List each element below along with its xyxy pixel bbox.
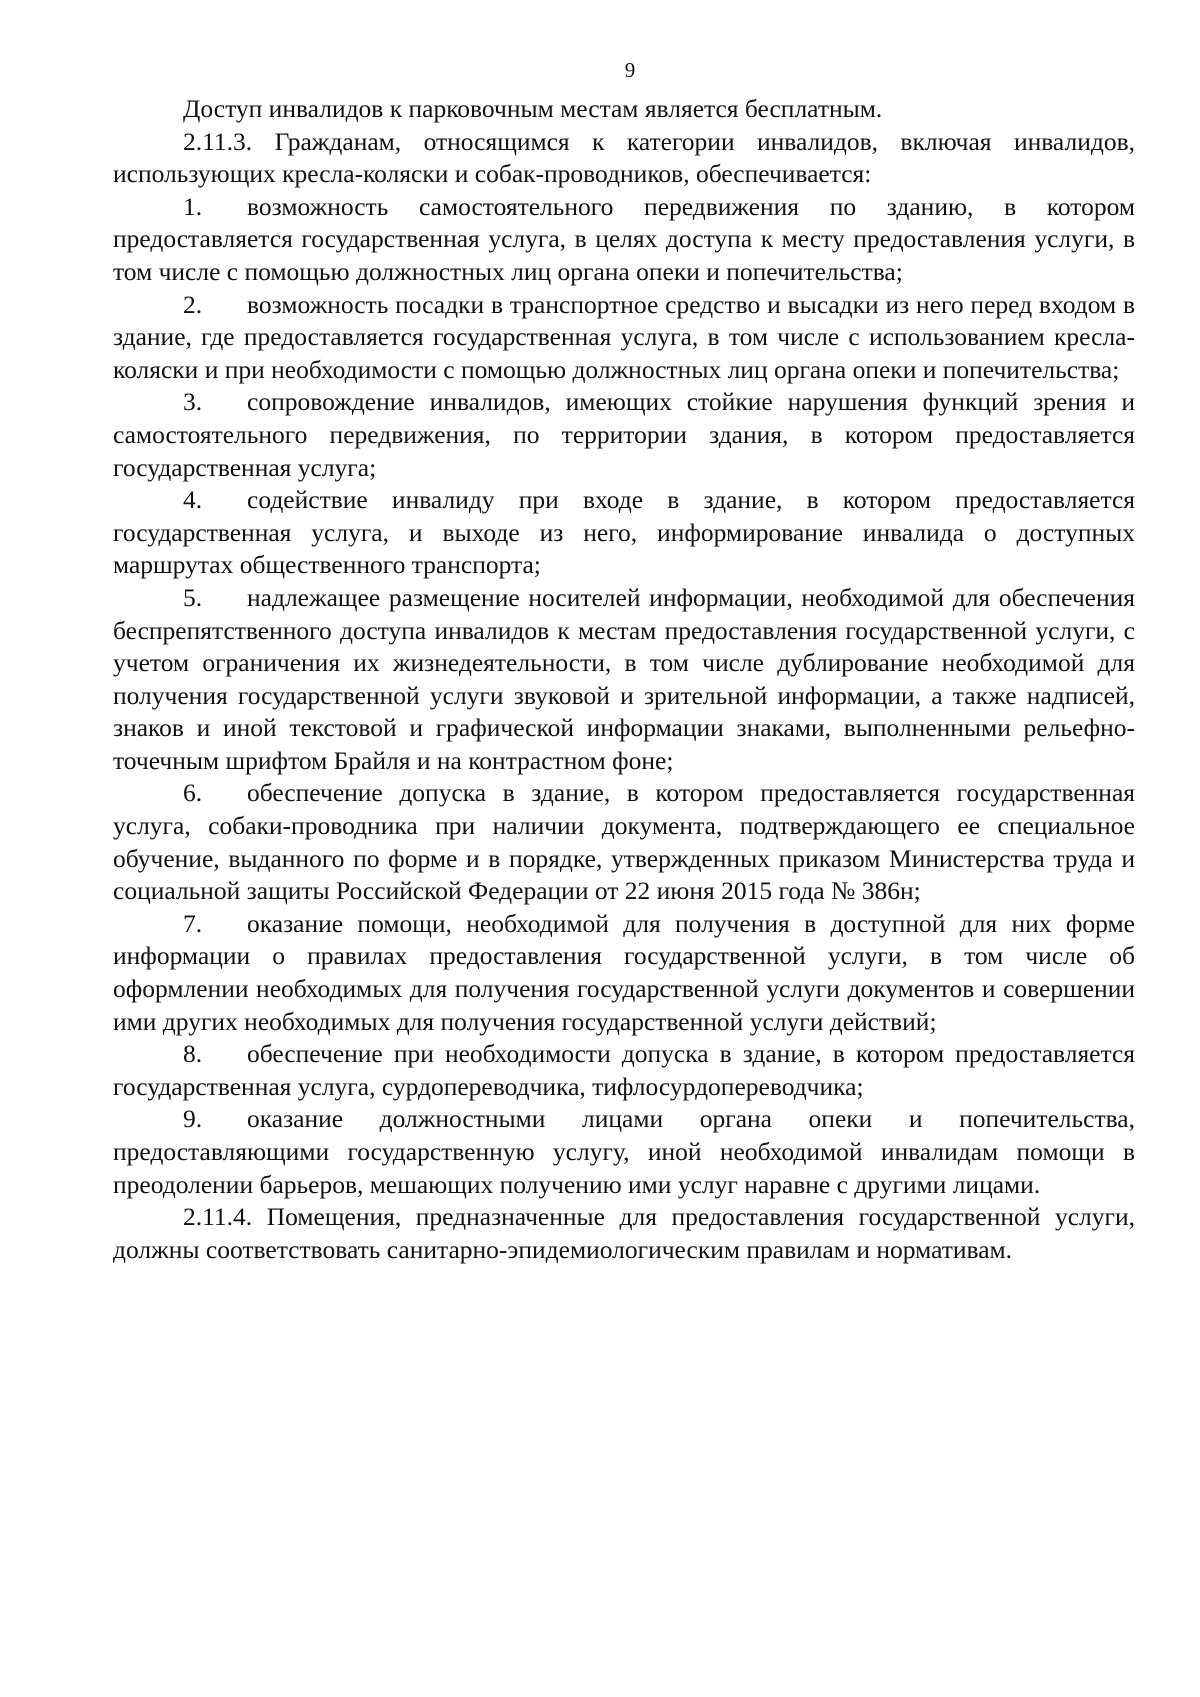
paragraph-parking-access: Доступ инвалидов к парковочным местам является бесплатным.: [183, 94, 883, 123]
list-item-number: 5.: [183, 582, 203, 612]
list-item: [113, 908, 1135, 1038]
list-item: [113, 1038, 1135, 1103]
list-item-text: возможность самостоятельного передвижения по зданию, в котором предоставляется государственная услуга, в целях доступа к месту предоставления услуги, в том числе с помощью должностных лиц органа опеки и попечительства;: [113, 191, 1135, 286]
list-item-text: обеспечение при необходимости допуска в здание, в котором предоставляется государственная услуга, сурдопереводчика, тифлосурдопереводчика;: [113, 1039, 1135, 1101]
list-item: [113, 484, 1135, 582]
list-item-text: возможность посадки в транспортное средство и высадки из него перед входом в здание, где предоставляется государственная услуга, в том числе с использованием кресла-коляски и при необходимости с помощью должностных лиц органа опеки и попечительства;: [113, 289, 1135, 384]
list-item-text: надлежащее размещение носителей информации, необходимой для обеспечения беспрепятственного доступа инвалидов к местам предоставления государственной услуги, с учетом ограничения их жизнедеятельности, в том числе дублирование необходимой для получения государственной услуги звуковой и зрительной информации, а также надписей, знаков и иной текстовой и графической информации знаками, выполненными рельефно-точечным шрифтом Брайля и на контрастном фоне;: [113, 582, 1135, 775]
list-item-number: 7.: [183, 908, 203, 938]
page-number: 9: [624, 58, 636, 82]
list-item-number: 9.: [183, 1104, 203, 1134]
list-item: [113, 289, 1135, 387]
list-item: [113, 582, 1135, 778]
list-item: [113, 386, 1135, 484]
list-item-number: 2.: [183, 289, 203, 319]
list-item-number: 1.: [183, 191, 203, 221]
list-item-text: оказание помощи, необходимой для получения в доступной для них форме информации о правилах предоставления государственной услуги, в том числе об оформлении необходимых для получения государственной услуги документов и совершении ими других необходимых для получения государственной услуги действий;: [113, 908, 1135, 1036]
list-item-text: сопровождение инвалидов, имеющих стойкие нарушения функций зрения и самостоятельного передвижения, по территории здания, в котором предоставляется государственная услуга;: [113, 387, 1135, 482]
list-item-text: обеспечение допуска в здание, в котором предоставляется государственная услуга, собаки-проводника при наличии документа, подтверждающего ее специальное обучение, выданного по форме и в порядке, утвержденных приказом Министерства труда и социальной защиты Российской Федерации от 22 июня 2015 года № 386н;: [113, 778, 1135, 906]
paragraph-section-2-11-3: 2.11.3. Гражданам, относящимся к категории инвалидов, включая инвалидов, использующих кресла-коляски и собак-проводников, обеспечивается:: [113, 126, 1135, 189]
list-item-text: содействие инвалиду при входе в здание, в котором предоставляется государственная услуга, и выходе из него, информирование инвалида о доступных маршрутах общественного транспорта;: [113, 485, 1135, 580]
list-item-number: 4.: [183, 485, 203, 515]
list-item-text: оказание должностными лицами органа опеки и попечительства, предоставляющими государственную услугу, иной необходимой инвалидам помощи в преодолении барьеров, мешающих получению ими услуг наравне с другими лицами.: [113, 1104, 1135, 1199]
paragraph-section-2-11-4: 2.11.4. Помещения, предназначенные для предоставления государственной услуги, должны соответствовать санитарно-эпидемиологическим правилам и нормативам.: [113, 1202, 1135, 1264]
list-item-number: 8.: [183, 1039, 203, 1069]
list-item-number: 3.: [183, 387, 203, 417]
list-item-number: 6.: [183, 778, 203, 808]
list-item: [113, 1103, 1135, 1201]
document-body: [113, 93, 1135, 1266]
list-item: [113, 191, 1135, 289]
list-item: [113, 777, 1135, 907]
